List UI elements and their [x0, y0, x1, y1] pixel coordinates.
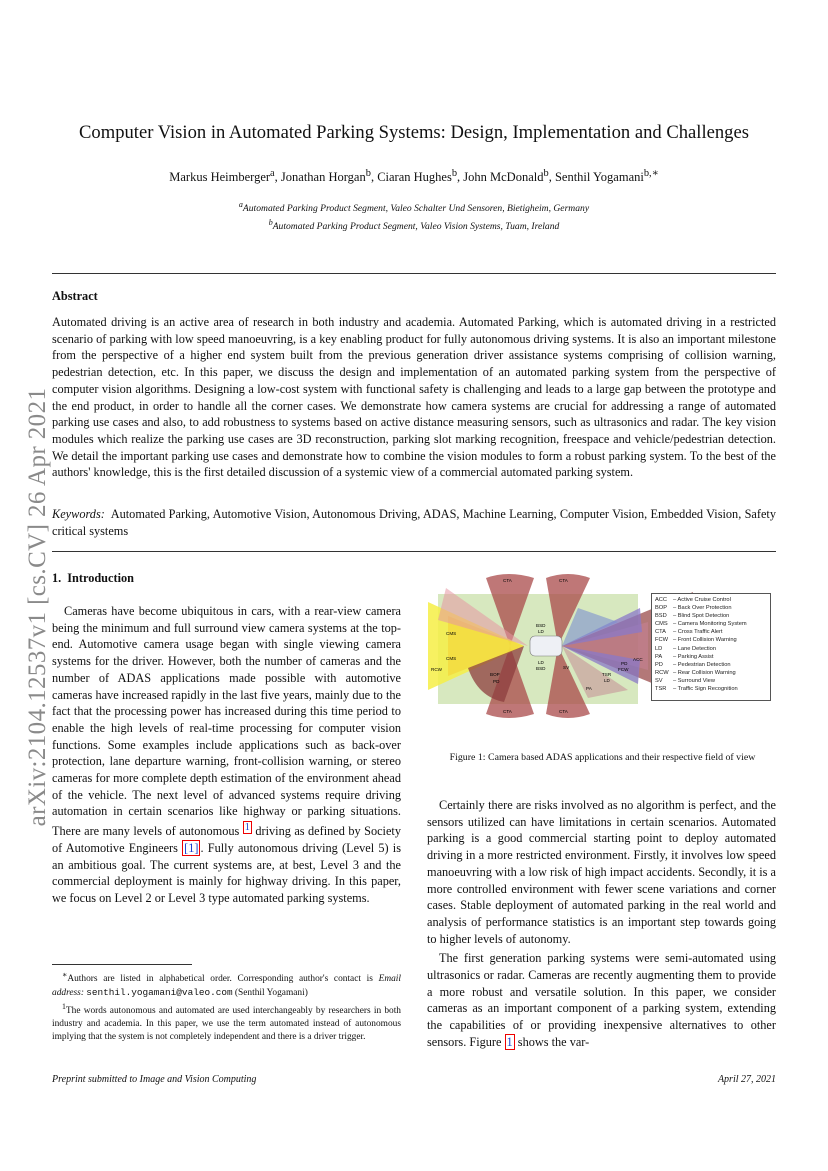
- legend-desc: – Cross Traffic Alert: [673, 629, 723, 636]
- legend-abbr: FCW: [655, 637, 668, 644]
- citation-link[interactable]: [1]: [184, 840, 199, 855]
- footnote-1: [52, 1000, 401, 1044]
- figure-legend: [651, 593, 771, 701]
- legend-desc: – Parking Assist: [673, 653, 714, 660]
- pd-label: PD: [493, 679, 500, 684]
- affil-text: Automated Parking Product Segment, Valeo Schalter Und Sensoren, Bietigheim, Germany: [242, 203, 590, 215]
- legend-item: [652, 685, 770, 693]
- legend-desc: – Front Collision Warning: [673, 637, 737, 644]
- keywords-text: Automated Parking, Automotive Vision, Autonomous Driving, ADAS, Machine Learning, Computer Vision, Embedded Vision, Safety critical systems: [52, 507, 776, 538]
- legend-abbr: LD: [655, 645, 663, 652]
- legend-abbr: ACC: [655, 597, 668, 603]
- legend-desc: – Blind Spot Detection: [673, 613, 730, 620]
- affil-mark: a: [238, 200, 243, 209]
- intro-paragraph: [52, 603, 401, 907]
- cta-label: CTA: [503, 709, 512, 714]
- abstract-heading: Abstract: [52, 289, 98, 303]
- legend-item: [652, 636, 770, 644]
- legend-desc: – Camera Monitoring System: [673, 621, 747, 628]
- right-text: The first generation parking systems were semi-automated using ultrasonics or radar. Cameras are recently augmenting them to provide a more robust and versatile solution. In this paper, we consider cameras as an important component of a parking system, extending the capabilities of or providing inexpensive alternatives to other sensors. Figure: [427, 951, 776, 1049]
- right-text: shows the var-: [514, 1034, 590, 1049]
- legend-item: [652, 653, 770, 661]
- car-icon: [530, 636, 562, 656]
- legend-item: [652, 604, 770, 612]
- legend-abbr: BSD: [655, 613, 667, 620]
- intro-text: Cameras have become ubiquitous in cars, with a rear-view camera being the minimum and full surround view camera systems at the top-end. Automotive camera usage began with single viewing camera systems for the driver. However, both the number of cameras and the number of ADAS applications made possible with automotive cameras have increased rapidly in the last five years, mainly due to the fact that the processing power has increased during this time period to enable the high levels of real-time processing for computer vision functions. Some examples include applications such as back-over protection, lane departure warning, front-collision warning, or stereo cameras for more complete depth estimation of the environment ahead of the vehicle. The next level of advanced systems require driving automation in certain scenarios like highway or parking situations. There are many levels of autonomous: [52, 604, 401, 839]
- fcw-label: FCW: [618, 667, 629, 672]
- ld-label: LD: [538, 660, 544, 665]
- tsr-label: TSR: [602, 672, 612, 677]
- legend-abbr: PA: [655, 653, 663, 660]
- legend-desc: – Active Cruise Control: [673, 597, 731, 603]
- legend-abbr: CMS: [655, 621, 668, 628]
- figure-caption: Figure 1: Camera based ADAS applications and their respective field of view: [449, 752, 756, 763]
- affiliations: [0, 198, 828, 234]
- footnote-link[interactable]: 1: [244, 822, 250, 834]
- author-affil-mark: b: [543, 168, 549, 179]
- top-rule: [52, 273, 776, 274]
- arxiv-identifier: arXiv:2104.12537v1 [cs.CV] 26 Apr 2021: [24, 387, 51, 827]
- legend-rows: [652, 594, 770, 693]
- acc-label: ACC: [633, 657, 643, 662]
- intro-text: driving as defined by Society of Automotive Engineers: [52, 824, 401, 855]
- footnote-star: [52, 968, 401, 1000]
- figure-link[interactable]: 1: [506, 1034, 513, 1049]
- footnote-mark: ∗: [62, 970, 68, 979]
- ld-label: LD: [604, 678, 610, 683]
- pd-label: PD: [621, 661, 628, 666]
- legend-desc: – Surround View: [673, 677, 715, 684]
- section-title: Introduction: [67, 571, 134, 585]
- author-list: Markus Heimberger$^a$, Jonathan Horgan$^b$, Ciaran Hughes$^b$, John McDonald$^b$, Senthil Yogamani$^{b,∗}$: [169, 168, 659, 185]
- ld-label: LD: [538, 629, 544, 634]
- footnote-mark: 1: [62, 1002, 66, 1012]
- right-paragraph-1: Certainly there are risks involved as no algorithm is perfect, and the sensors utilized can have limitations in certain scenarios. Automated parking is a good commercial starting point to deploy automated driving in a more restricted environment. Firstly, it involves low speed manoeuvring with a low risk of high impact accidents. Secondly, it is a more controlled environment with fewer scene variations and corner cases. Stable deployment of automated parking in the real world and analysis of performance statistics is an important step towards going to higher levels of autonomy.: [427, 798, 776, 946]
- legend-abbr: PD: [655, 661, 663, 668]
- keywords-label: Keywords:: [52, 507, 105, 521]
- email-label: Email address:: [52, 974, 402, 999]
- affil-mark: b: [268, 218, 273, 228]
- footer-journal: Preprint submitted to Image and Vision Computing: [52, 1074, 257, 1085]
- affiliation: [0, 198, 828, 216]
- legend-abbr: RCW: [655, 669, 669, 676]
- section-number: 1.: [52, 571, 62, 585]
- cta-label: CTA: [559, 709, 568, 714]
- author: Markus Heimberger: [169, 170, 271, 185]
- author-affil-mark: b: [365, 168, 371, 179]
- mid-rule: [52, 551, 776, 552]
- section-heading: [52, 571, 134, 586]
- author: Senthil Yogamani: [554, 170, 644, 185]
- footnotes: [52, 968, 401, 1044]
- legend-item: [652, 612, 770, 620]
- legend-abbr: BOP: [655, 605, 668, 612]
- author: Ciaran Hughes: [377, 170, 452, 185]
- legend-item: [652, 661, 770, 669]
- author-affil-mark: a: [270, 168, 275, 179]
- legend-abbr: CTA: [655, 629, 666, 636]
- affiliation: [0, 216, 828, 234]
- legend-abbr: SV: [655, 677, 663, 684]
- cta-label: CTA: [503, 578, 512, 583]
- author-affil-mark: b: [451, 168, 458, 179]
- cms-label: CMS: [446, 631, 457, 636]
- legend-item: [652, 645, 770, 653]
- footnote-text: The words autonomous and automated are used interchangeably by researchers in both industry and academia. In this paper, we use the term automated instead of autonomous implying that the system is not completely independent and there is a driver trigger.: [52, 1006, 401, 1043]
- right-paragraph-2: [427, 950, 776, 1050]
- legend-desc: – Rear Collision Warning: [673, 669, 736, 676]
- legend-item: [652, 669, 770, 677]
- right-column: [427, 797, 776, 1051]
- abstract-text: Automated driving is an active area of research in both industry and academia. Automated Parking, which is automated driving in a restricted scenario of parking with low speed manoeuvring, is a key enabling product for fully autonomous driving systems. It is also an important milestone from the perspective of a higher end system built from the previous generation driver assistance systems comprising of collision warning, pedestrian detection, etc. In this paper, we discuss the design and implementation of an automated parking system from the perspective of computer vision algorithms. Designing a low-cost system with functional safety is challenging and leads to a large gap between the prototype and the end product, in order to handle all the corner cases. We demonstrate how camera systems are crucial for addressing a range of automated parking use cases and also, to add robustness to systems based on active distance measuring sensors, such as ultrasonics and radar. The key vision modules which realize the parking use cases are 3D reconstruction, parking slot marking recognition, freespace and vehicle/pedestrian detection. We detail the important parking use cases and demonstrate how to combine the vision modules to form a robust parking system. To the best of the authors' knowledge, this is the first detailed discussion of a systemic view of a commercial automated parking system.: [52, 315, 776, 480]
- bsd-label: BSD: [536, 623, 546, 628]
- legend-desc: – Pedestrian Detection: [673, 661, 731, 668]
- pa-label: PA: [586, 686, 592, 691]
- footnote-rule: [52, 964, 192, 965]
- legend-item: [652, 628, 770, 636]
- email-address[interactable]: senthil.yogamani@valeo.com: [86, 987, 233, 999]
- legend-item: [652, 677, 770, 685]
- legend-desc: – Traffic Sign Recognition: [673, 686, 738, 693]
- paper-title: Computer Vision in Automated Parking Systems: Design, Implementation and Challenges: [79, 122, 749, 143]
- bop-label: BOP: [490, 672, 500, 677]
- bsd-label: BSD: [536, 666, 546, 671]
- left-column: [52, 603, 401, 907]
- email-name: (Senthil Yogamani): [234, 988, 308, 999]
- legend-item: [652, 620, 770, 628]
- author: Jonathan Horgan: [280, 170, 366, 185]
- sv-label: SV: [563, 665, 570, 670]
- author: John McDonald: [463, 170, 544, 185]
- author-affil-mark: b,∗: [643, 168, 659, 179]
- legend-abbr: TSR: [655, 686, 667, 693]
- legend-desc: – Back Over Protection: [673, 605, 732, 612]
- cta-label: CTA: [559, 578, 568, 583]
- legend-item: [652, 596, 770, 604]
- legend-desc: – Lane Detection: [673, 645, 717, 652]
- affil-text: Automated Parking Product Segment, Valeo Vision Systems, Tuam, Ireland: [272, 221, 560, 233]
- footnote-text: Authors are listed in alphabetical order. Corresponding author's contact is: [67, 974, 373, 985]
- intro-text: . Fully autonomous driving (Level 5) is an ambitious goal. The current systems are, at best, Level 3 and the commercial deployment is mainly for highway driving. In this paper, we focus on Level 2 or Level 3 type automated parking systems.: [52, 840, 401, 906]
- keywords: [52, 506, 776, 539]
- rcw-label: RCW: [431, 667, 442, 672]
- cms-label: CMS: [446, 656, 457, 661]
- footer-date: April 27, 2021: [717, 1074, 776, 1085]
